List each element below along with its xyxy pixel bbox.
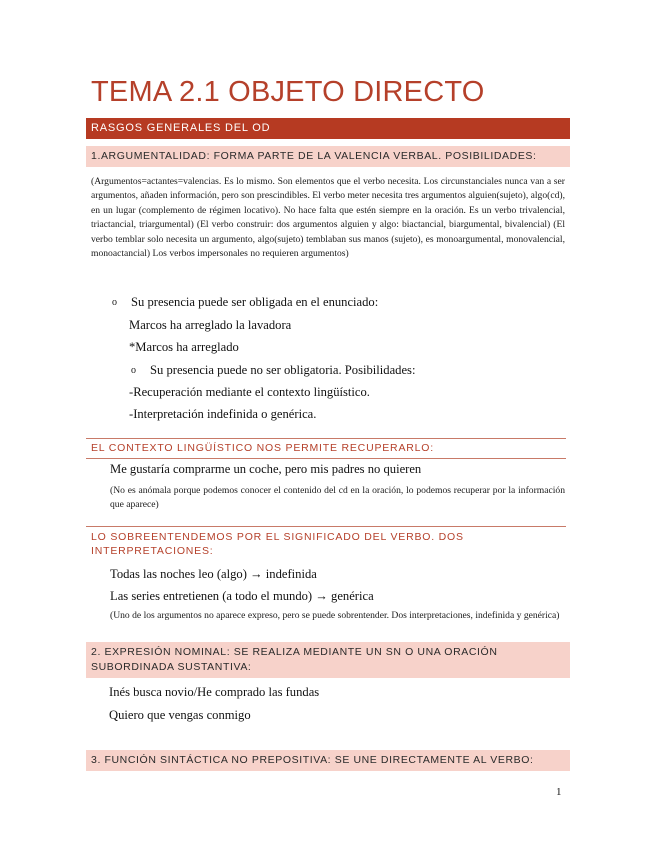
paragraph-argumentos: (Argumentos=actantes=valencias. Es lo mismo. Son elementos que el verbo necesita. Los circunstanciales nunca van a ser argumentos, añaden información, pero son prescindibles. El verbo meter necesita tres argumentos alguien(sujeto), algo(cd), en un lugar (complemento de régimen locativo). No hace falta que estén siempre en la oración. Es un verbo trivalencial, triactancial, triargumental) (El verbo construir: dos argumentos alguien y algo: biactancial, biargumental, bivalencial) (El verbo temblar solo necesita un argumento, algo(sujeto) temblaban sus manos (sujeto), es monoargumental, monovalencial, monoactancial) Los verbos impersonales no requieren argumentos) (91, 176, 565, 260)
section-heading-argumentalidad: 1.ARGUMENTALIDAD: FORMA PARTE DE LA VALENCIA VERBAL. POSIBILIDADES: (86, 146, 570, 167)
page-number: 1 (556, 786, 562, 798)
section-heading-funcion-sintactica: 3. FUNCIÓN SINTÁCTICA NO PREPOSITIVA: SE UNE DIRECTAMENTE AL VERBO: (86, 750, 570, 771)
bullet-obligada: Su presencia puede ser obligada en el enunciado: (131, 295, 379, 309)
example-line: Me gustaría comprarme un coche, pero mis padres no quieren (110, 462, 422, 476)
bullet-marker: o (131, 365, 136, 376)
section-heading-expresion-nominal: 2. EXPRESIÓN NOMINAL: SE REALIZA MEDIANTE UN SN O UNA ORACIÓN SUBORDINADA SUSTANTIVA: (86, 642, 570, 678)
section-heading-contexto: EL CONTEXTO LINGÜÍSTICO NOS PERMITE RECUPERARLO: (86, 441, 566, 459)
bullet-marker: o (112, 297, 117, 308)
divider (86, 526, 566, 527)
section-heading-main: RASGOS GENERALES DEL OD (86, 118, 570, 139)
page-title: TEMA 2.1 OBJETO DIRECTO (91, 76, 485, 108)
note-sobreentendemos: (Uno de los argumentos no aparece expreso, pero se puede sobrentender. Dos interpretaciones, indefinida y genérica) (110, 610, 560, 621)
bullet-no-obligatoria: Su presencia puede no ser obligatoria. Posibilidades: (150, 363, 416, 377)
example-line: Todas las noches leo (algo) → indefinida (110, 567, 317, 581)
possibility-line: -Interpretación indefinida o genérica. (129, 407, 317, 421)
example-line: Quiero que vengas conmigo (109, 708, 251, 722)
section-heading-sobreentendemos: LO SOBREENTENDEMOS POR EL SIGNIFICADO DEL VERBO. DOS INTERPRETACIONES: (91, 531, 464, 557)
example-line: Inés busca novio/He comprado las fundas (109, 685, 320, 699)
example-line: *Marcos ha arreglado (129, 340, 239, 354)
possibility-line: -Recuperación mediante el contexto lingüístico. (129, 385, 370, 399)
note-contexto: (No es anómala porque podemos conocer el contenido del cd en la oración, lo podemos recuperar por la información que aparece) (110, 485, 565, 511)
example-line: Marcos ha arreglado la lavadora (129, 318, 292, 332)
divider (86, 438, 566, 439)
example-line: Las series entretienen (a todo el mundo) → genérica (110, 589, 374, 603)
